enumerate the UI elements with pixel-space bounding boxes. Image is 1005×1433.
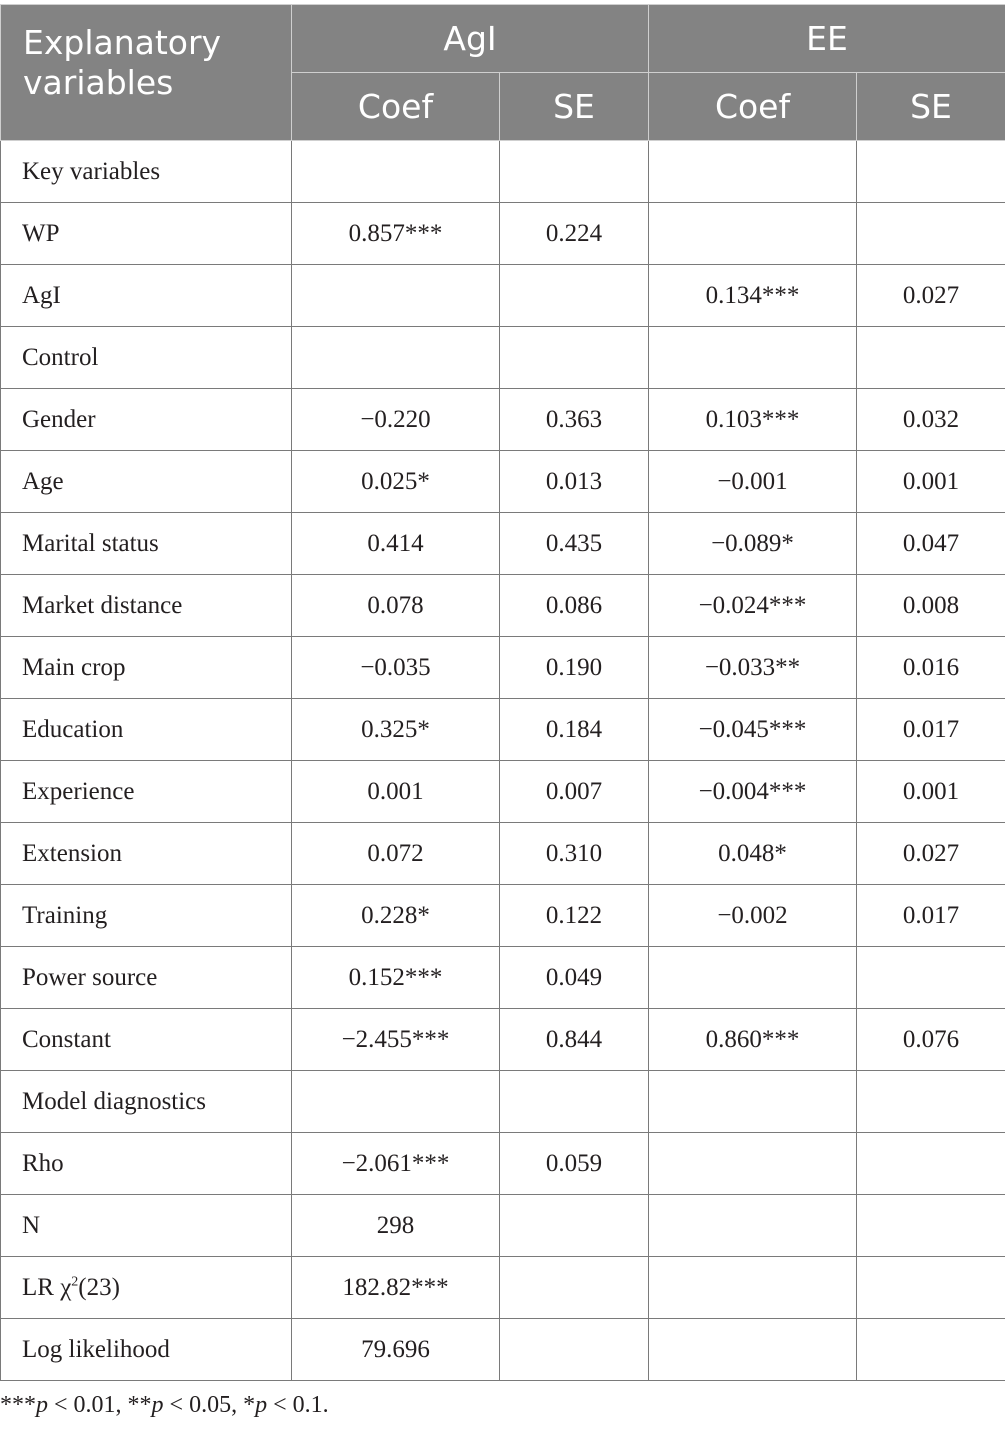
row-label: Education — [1, 699, 292, 761]
row-label: LR $\chi^2(23)$ — [1, 1257, 292, 1319]
cell-ee-coef: 0.048* — [649, 823, 857, 885]
footnote-text: < 0.01, — [48, 1392, 128, 1418]
header-group-ee: EE — [649, 5, 1005, 73]
table-row — [1, 885, 1005, 947]
row-label: Marital status — [1, 513, 292, 575]
table-row — [1, 1319, 1005, 1381]
table-row — [1, 761, 1005, 823]
cell-agi-coef: 298 — [292, 1195, 500, 1257]
table-row — [1, 451, 1005, 513]
cell-agi-se — [500, 141, 649, 203]
cell-ee-se — [857, 1319, 1005, 1381]
cell-ee-coef: −0.002 — [649, 885, 857, 947]
row-label: N — [1, 1195, 292, 1257]
cell-agi-se: 0.013 — [500, 451, 649, 513]
table-row — [1, 265, 1005, 327]
cell-ee-coef — [649, 1257, 857, 1319]
cell-ee-coef: −0.033** — [649, 637, 857, 699]
cell-ee-se — [857, 327, 1005, 389]
cell-agi-se: 0.224 — [500, 203, 649, 265]
cell-ee-se: 0.047 — [857, 513, 1005, 575]
table-row — [1, 823, 1005, 885]
cell-ee-coef — [649, 1195, 857, 1257]
table-row — [1, 141, 1005, 203]
cell-agi-coef — [292, 265, 500, 327]
cell-agi-coef — [292, 1071, 500, 1133]
cell-ee-coef — [649, 1133, 857, 1195]
footnote-text: < 0.05, — [163, 1392, 244, 1418]
cell-ee-coef: −0.004*** — [649, 761, 857, 823]
cell-ee-se — [857, 1133, 1005, 1195]
row-label: WP — [1, 203, 292, 265]
table-row — [1, 1257, 1005, 1319]
cell-agi-se: 0.310 — [500, 823, 649, 885]
row-label: Experience — [1, 761, 292, 823]
cell-ee-se: 0.027 — [857, 265, 1005, 327]
header-se-ee: SE — [857, 73, 1005, 141]
cell-agi-se: 0.184 — [500, 699, 649, 761]
table-row — [1, 1009, 1005, 1071]
cell-agi-se — [500, 1071, 649, 1133]
cell-ee-coef — [649, 947, 857, 1009]
cell-ee-se — [857, 1257, 1005, 1319]
cell-ee-se: 0.032 — [857, 389, 1005, 451]
cell-agi-coef: 0.025* — [292, 451, 500, 513]
cell-agi-se: 0.363 — [500, 389, 649, 451]
cell-ee-coef — [649, 1071, 857, 1133]
cell-agi-coef: 0.152*** — [292, 947, 500, 1009]
footnote-p: p — [255, 1392, 268, 1418]
cell-agi-coef: 0.001 — [292, 761, 500, 823]
row-label: Control — [1, 327, 292, 389]
table-row — [1, 1071, 1005, 1133]
cell-agi-coef: 0.414 — [292, 513, 500, 575]
cell-ee-coef — [649, 327, 857, 389]
row-label: Model diagnostics — [1, 1071, 292, 1133]
cell-agi-se: 0.059 — [500, 1133, 649, 1195]
cell-agi-se — [500, 327, 649, 389]
footnote-stars: ** — [127, 1392, 152, 1418]
table-row — [1, 389, 1005, 451]
cell-ee-coef — [649, 203, 857, 265]
cell-ee-coef — [649, 141, 857, 203]
cell-agi-coef: 79.696 — [292, 1319, 500, 1381]
cell-ee-coef: 0.860*** — [649, 1009, 857, 1071]
row-label: Extension — [1, 823, 292, 885]
cell-agi-coef: 182.82*** — [292, 1257, 500, 1319]
cell-ee-se — [857, 1195, 1005, 1257]
regression-table — [0, 4, 1005, 1381]
cell-ee-se: 0.017 — [857, 699, 1005, 761]
table-row — [1, 1195, 1005, 1257]
cell-agi-coef — [292, 327, 500, 389]
cell-agi-se: 0.190 — [500, 637, 649, 699]
table-row — [1, 1133, 1005, 1195]
cell-ee-se — [857, 203, 1005, 265]
cell-ee-coef: −0.045*** — [649, 699, 857, 761]
cell-agi-coef: −2.455*** — [292, 1009, 500, 1071]
cell-agi-coef: −2.061*** — [292, 1133, 500, 1195]
cell-agi-coef: 0.228* — [292, 885, 500, 947]
cell-agi-se: 0.122 — [500, 885, 649, 947]
cell-agi-se — [500, 1257, 649, 1319]
footnote-stars: * — [243, 1392, 256, 1418]
row-label: Constant — [1, 1009, 292, 1071]
footnote-p: p — [151, 1392, 164, 1418]
table-row — [1, 327, 1005, 389]
table-row — [1, 699, 1005, 761]
cell-ee-se: 0.076 — [857, 1009, 1005, 1071]
cell-agi-se: 0.435 — [500, 513, 649, 575]
cell-ee-coef — [649, 1319, 857, 1381]
table-row — [1, 203, 1005, 265]
row-label: Log likelihood — [1, 1319, 292, 1381]
table-row — [1, 947, 1005, 1009]
cell-agi-coef: 0.078 — [292, 575, 500, 637]
table-row — [1, 637, 1005, 699]
cell-ee-se: 0.001 — [857, 451, 1005, 513]
table-row — [1, 575, 1005, 637]
cell-ee-se — [857, 947, 1005, 1009]
cell-ee-se — [857, 1071, 1005, 1133]
cell-ee-se: 0.001 — [857, 761, 1005, 823]
footnote-p: p — [36, 1392, 48, 1418]
row-label: Market distance — [1, 575, 292, 637]
cell-ee-se: 0.017 — [857, 885, 1005, 947]
cell-ee-coef: 0.134*** — [649, 265, 857, 327]
row-label: Power source — [1, 947, 292, 1009]
cell-agi-se — [500, 265, 649, 327]
cell-ee-se: 0.016 — [857, 637, 1005, 699]
row-label: Age — [1, 451, 292, 513]
table-header — [1, 5, 1005, 141]
row-label: Main crop — [1, 637, 292, 699]
row-label: AgI — [1, 265, 292, 327]
cell-ee-coef: −0.089* — [649, 513, 857, 575]
cell-ee-se: 0.008 — [857, 575, 1005, 637]
cell-agi-se: 0.049 — [500, 947, 649, 1009]
cell-agi-se: 0.844 — [500, 1009, 649, 1071]
cell-ee-se — [857, 141, 1005, 203]
footnote-text: < 0.1. — [267, 1392, 329, 1418]
cell-ee-coef: 0.103*** — [649, 389, 857, 451]
cell-agi-coef: −0.220 — [292, 389, 500, 451]
cell-agi-se — [500, 1319, 649, 1381]
cell-agi-coef: 0.072 — [292, 823, 500, 885]
header-explanatory-variables: Explanatory variables — [1, 5, 292, 141]
cell-agi-coef: −0.035 — [292, 637, 500, 699]
cell-agi-se: 0.007 — [500, 761, 649, 823]
cell-ee-coef: −0.001 — [649, 451, 857, 513]
table-body — [1, 141, 1005, 1381]
cell-agi-coef: 0.325* — [292, 699, 500, 761]
header-coef-agi: Coef — [292, 73, 500, 141]
cell-ee-coef: −0.024*** — [649, 575, 857, 637]
cell-agi-coef — [292, 141, 500, 203]
row-label: Gender — [1, 389, 292, 451]
row-label: Key variables — [1, 141, 292, 203]
row-label: Training — [1, 885, 292, 947]
footnote-stars: *** — [0, 1392, 36, 1418]
row-label: Rho — [1, 1133, 292, 1195]
footnote — [0, 1392, 329, 1419]
cell-agi-coef: 0.857*** — [292, 203, 500, 265]
header-group-agi: AgI — [292, 5, 649, 73]
cell-agi-se — [500, 1195, 649, 1257]
cell-ee-se: 0.027 — [857, 823, 1005, 885]
header-coef-ee: Coef — [649, 73, 857, 141]
table-row — [1, 513, 1005, 575]
cell-agi-se: 0.086 — [500, 575, 649, 637]
header-se-agi: SE — [500, 73, 649, 141]
